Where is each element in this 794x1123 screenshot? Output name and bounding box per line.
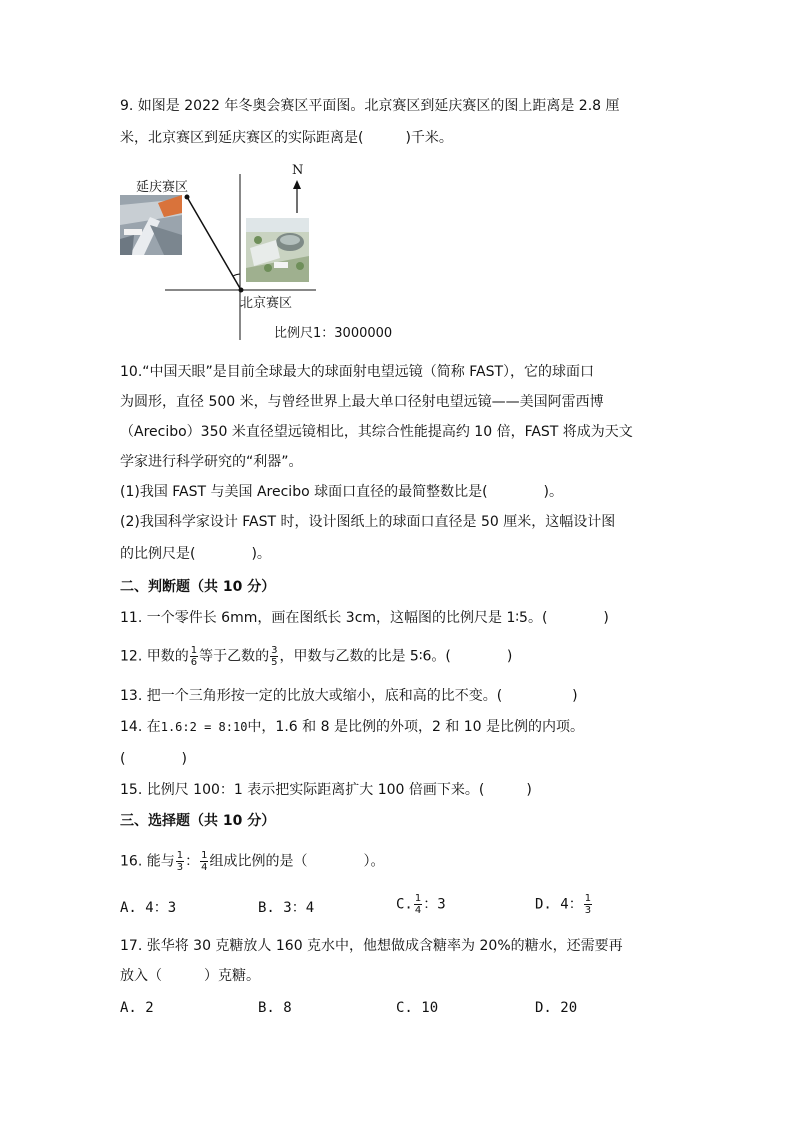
q12-suffix: ，甲数与乙数的比是 5∶6。( ) xyxy=(279,648,513,665)
q17-option-d[interactable]: D. 20 xyxy=(535,1000,578,1016)
q16-frac1-numerator: 1 xyxy=(176,850,184,861)
q16-frac2-denominator: 4 xyxy=(201,862,208,873)
q16-option-c-fraction xyxy=(414,893,422,916)
q14-prefix: 14. 在 xyxy=(120,719,161,735)
q14-suffix: 中，1.6 和 8 是比例的外项，2 和 10 是比例的内项。 xyxy=(247,719,585,735)
q16-fraction-2 xyxy=(200,850,208,873)
q12 xyxy=(120,645,512,668)
q12-frac1-numerator: 1 xyxy=(190,645,198,656)
q16-option-a[interactable]: A. 4：3 xyxy=(120,900,177,916)
q9-line1: 9. 如图是 2022 年冬奥会赛区平面图。北京赛区到延庆赛区的图上距离是 2.8 厘 xyxy=(120,98,620,114)
q10-line4: 学家进行科学研究的“利器”。 xyxy=(120,454,303,470)
q13: 13. 把一个三角形按一定的比放大或缩小，底和高的比不变。( ) xyxy=(120,688,578,704)
q12-frac1-denominator: 6 xyxy=(190,657,198,668)
q16-option-c-numerator: 1 xyxy=(414,893,422,904)
q16-option-d-denominator: 3 xyxy=(584,905,592,916)
q16-fraction-1 xyxy=(176,850,184,873)
q16-option-b[interactable]: B. 3：4 xyxy=(258,900,315,916)
q11: 11. 一个零件长 6mm，画在图纸长 3cm，这幅图的比例尺是 1∶5。( ) xyxy=(120,610,609,626)
q12-frac2-numerator: 3 xyxy=(271,645,278,656)
yanqing-label: 延庆赛区 xyxy=(136,180,189,195)
q10-line3: （Arecibo）350 米直径望远镜相比，其综合性能提高约 10 倍，FAST 将成为天文 xyxy=(120,424,633,440)
q16-option-c-denominator: 4 xyxy=(414,905,422,916)
section3-title: 三、选择题（共 10 分） xyxy=(120,813,276,829)
north-label: N xyxy=(292,163,304,178)
q16-prefix: 16. 能与 xyxy=(120,853,175,870)
q16-option-c[interactable] xyxy=(396,893,446,916)
q17-line2: 放入（ ）克糖。 xyxy=(120,968,260,984)
north-arrow-head xyxy=(293,180,301,189)
q16-suffix: 组成比例的是（ ）。 xyxy=(209,853,385,870)
q17-option-b[interactable]: B. 8 xyxy=(258,1000,292,1016)
q10-sub2-line2: 的比例尺是( )。 xyxy=(120,546,271,562)
q16-option-d-fraction xyxy=(584,893,592,916)
q14-formula: 1.6:2 = 8:10 xyxy=(160,720,248,734)
q17-option-c[interactable]: C. 10 xyxy=(396,1000,439,1016)
q16-option-d[interactable] xyxy=(535,893,593,916)
q17-line1: 17. 张华将 30 克糖放人 160 克水中，他想做成含糖率为 20%的糖水，还需要再 xyxy=(120,938,623,954)
q16-colon: ： xyxy=(185,853,200,870)
q14 xyxy=(120,717,584,737)
beijing-label: 北京赛区 xyxy=(240,296,293,311)
q16-option-c-prefix: C. xyxy=(396,896,413,913)
scale-label: 比例尺1：3000000 xyxy=(274,326,393,341)
q12-fraction-2 xyxy=(270,645,278,668)
q10-line1: 10.“中国天眼”是目前全球最大的球面射电望远镜（简称 FAST），它的球面口 xyxy=(120,364,595,380)
q16-frac2-numerator: 1 xyxy=(201,850,208,861)
q16-option-c-suffix: ：3 xyxy=(423,896,446,913)
angle-arc xyxy=(233,274,240,276)
q17-option-a[interactable]: A. 2 xyxy=(120,1000,154,1016)
section2-title: 二、判断题（共 10 分） xyxy=(120,579,276,595)
q10-sub2-line1: (2)我国科学家设计 FAST 时，设计图纸上的球面口直径是 50 厘米，这幅设计图 xyxy=(120,514,616,530)
map-lines xyxy=(0,0,794,360)
yanqing-venue-image xyxy=(120,195,182,255)
beijing-venue-image xyxy=(246,218,309,282)
q10-line2: 为圆形，直径 500 米，与曾经世界上最大单口径射电望远镜——美国阿雷西博 xyxy=(120,394,604,410)
q9-line2: 米，北京赛区到延庆赛区的实际距离是( )千米。 xyxy=(120,130,453,146)
q15: 15. 比例尺 100：1 表示把实际距离扩大 100 倍画下来。( ) xyxy=(120,782,532,798)
q14-bracket: ( ) xyxy=(120,751,187,767)
q12-fraction-1 xyxy=(190,645,198,668)
q16-option-d-prefix: D. 4： xyxy=(535,896,583,913)
q12-middle: 等于乙数的 xyxy=(199,648,270,665)
q10-sub1: (1)我国 FAST 与美国 Arecibo 球面口直径的最简整数比是( )。 xyxy=(120,484,564,500)
yanqing-point xyxy=(185,195,190,200)
q12-frac2-denominator: 5 xyxy=(271,657,278,668)
q16-frac1-denominator: 3 xyxy=(176,862,184,873)
q12-prefix: 12. 甲数的 xyxy=(120,648,189,665)
q16 xyxy=(120,850,384,873)
connecting-line xyxy=(187,197,241,290)
q16-option-d-numerator: 1 xyxy=(584,893,592,904)
